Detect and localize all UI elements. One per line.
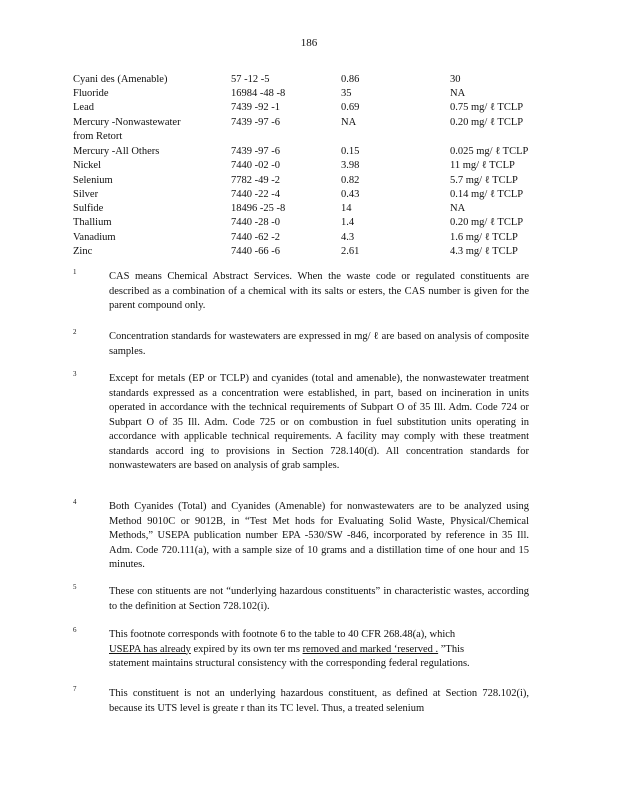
nonwastewater-standard: 0.14 mg/ ℓ TCLP <box>450 189 524 200</box>
table-row <box>73 87 553 101</box>
wastewater-standard: 1.4 <box>341 217 355 228</box>
footnote-text: Except for metals (EP or TCLP) and cyanides (total and amenable), the nonwastewater treatment standards expressed as a concentration were established, in part, based on incineration in units operated in accordance with the technical requirements of Subpart O of 35 Ill. Adm. Code 724 or Subpart O of 35 Ill. Adm. Code 725 or on combustion in fuel substitution units operating in accordance with applicable technical requirements. A facility may comply with these treatment standards accord ing to provisions in Section 728.140(d). All concentration standards for nonwastewaters are based on analysis of grab samples. <box>109 373 529 471</box>
cas-number: 7782 -49 -2 <box>231 175 280 186</box>
cas-number: 16984 -48 -8 <box>231 88 286 99</box>
footnote-line: statement maintains structural consistency with the corresponding federal regulations. <box>109 658 470 669</box>
footnote-number: 2 <box>73 328 77 336</box>
footnote-number: 3 <box>73 370 77 378</box>
constituent-name: Mercury -Nonwastewater <box>73 117 181 128</box>
wastewater-standard: 3.98 <box>341 160 360 171</box>
footnote-number: 4 <box>73 498 77 506</box>
table-row <box>73 101 553 115</box>
table-row <box>73 159 553 173</box>
nonwastewater-standard: 0.20 mg/ ℓ TCLP <box>450 117 524 128</box>
constituent-name: Nickel <box>73 160 101 171</box>
nonwastewater-standard: NA <box>450 203 466 214</box>
nonwastewater-standard: 1.6 mg/ ℓ TCLP <box>450 232 518 243</box>
page-number: 186 <box>300 37 318 49</box>
wastewater-standard: 0.15 <box>341 146 360 157</box>
constituent-name: Silver <box>73 189 99 200</box>
nonwastewater-standard: 4.3 mg/ ℓ TCLP <box>450 246 518 257</box>
mercury-subline: from Retort <box>73 131 123 142</box>
footnote-text: This constituent is not an underlying hazardous constituent, as defined at Section 728.102(i), because its UTS level is greate r than its TC level. Thus, a treated selenium <box>109 688 529 714</box>
constituent-name: Selenium <box>73 175 113 186</box>
constituent-name: Thallium <box>73 217 112 228</box>
footnote-text <box>109 628 529 672</box>
footnote-line: This footnote corresponds with footnote 6 to the table to 40 CFR 268.48(a), which <box>109 629 456 640</box>
footnote-number: 7 <box>73 685 77 693</box>
table-row <box>73 188 553 202</box>
nonwastewater-standard: 11 mg/ ℓ TCLP <box>450 160 515 171</box>
footnote-text: Concentration standards for wastewaters are expressed in mg/ ℓ are based on analysis of composite samples. <box>109 331 529 357</box>
cas-number: 7439 -92 -1 <box>231 102 280 113</box>
table-row <box>73 231 553 245</box>
table-row <box>73 216 553 230</box>
nonwastewater-standard: 0.025 mg/ ℓ TCLP <box>450 146 529 157</box>
table-row <box>73 245 553 259</box>
footnote-text: These con stituents are not “underlying hazardous constituents” in characteristic wastes, according to the definition at Section 728.102(i). <box>109 586 529 612</box>
constituent-name: Lead <box>73 102 94 113</box>
table-row <box>73 145 553 159</box>
nonwastewater-standard: NA <box>450 88 466 99</box>
nonwastewater-standard: 30 <box>450 74 461 85</box>
cas-number: 7440 -66 -6 <box>231 246 280 257</box>
footnote-fragment: ”This <box>438 643 465 655</box>
wastewater-standard: 2.61 <box>341 246 360 257</box>
wastewater-standard: 35 <box>341 88 352 99</box>
cas-number: 7439 -97 -6 <box>231 117 280 128</box>
footnote-text: CAS means Chemical Abstract Services. When the waste code or regulated constituents are described as a combination of a chemical with its salts or esters, the CAS number is given for the parent compound only. <box>109 271 529 311</box>
footnote-underlined: USEPA has already <box>109 643 191 655</box>
constituent-name: Zinc <box>73 246 93 257</box>
table-row <box>73 73 553 87</box>
wastewater-standard: 0.86 <box>341 74 360 85</box>
cas-number: 7440 -02 -0 <box>231 160 280 171</box>
nonwastewater-standard: 0.20 mg/ ℓ TCLP <box>450 217 524 228</box>
wastewater-standard: 4.3 <box>341 232 355 243</box>
table-row <box>73 116 553 130</box>
cas-number: 7439 -97 -6 <box>231 146 280 157</box>
cas-number: 7440 -62 -2 <box>231 232 280 243</box>
footnote-underlined: removed and marked ‘reserved . <box>302 643 439 655</box>
table-row <box>73 202 553 216</box>
wastewater-standard: 0.82 <box>341 175 360 186</box>
wastewater-standard: 0.69 <box>341 102 360 113</box>
constituent-name: Sulfide <box>73 203 104 214</box>
wastewater-standard: 0.43 <box>341 189 360 200</box>
cas-number: 57 -12 -5 <box>231 74 270 85</box>
constituent-name: Vanadium <box>73 232 116 243</box>
constituent-name: Fluoride <box>73 88 109 99</box>
wastewater-standard: 14 <box>341 203 352 214</box>
footnote-fragment: expired by its own ter ms <box>190 643 303 655</box>
constituent-name: Mercury -All Others <box>73 146 160 157</box>
footnote-number: 5 <box>73 583 77 591</box>
nonwastewater-standard: 0.75 mg/ ℓ TCLP <box>450 102 524 113</box>
wastewater-standard: NA <box>341 117 357 128</box>
footnote-text: Both Cyanides (Total) and Cyanides (Amenable) for nonwastewaters are to be analyzed using Method 9010C or 9012B, in “Test Met hods for Evaluating Solid Waste, Physical/Chemical Methods,” USEPA publication number EPA -530/SW -846, incorporated by reference in 35 Ill. Adm. Code 720.111(a), with a sample size of 10 grams and a distillation time of one hour and 15 minutes. <box>109 501 529 570</box>
cas-number: 7440 -28 -0 <box>231 217 280 228</box>
table-row <box>73 174 553 188</box>
footnote-line <box>109 643 529 658</box>
footnote-number: 1 <box>73 268 77 276</box>
cas-number: 7440 -22 -4 <box>231 189 280 200</box>
footnote-number: 6 <box>73 626 77 634</box>
cas-number: 18496 -25 -8 <box>231 203 286 214</box>
constituent-name: Cyani des (Amenable) <box>73 74 168 85</box>
nonwastewater-standard: 5.7 mg/ ℓ TCLP <box>450 175 518 186</box>
